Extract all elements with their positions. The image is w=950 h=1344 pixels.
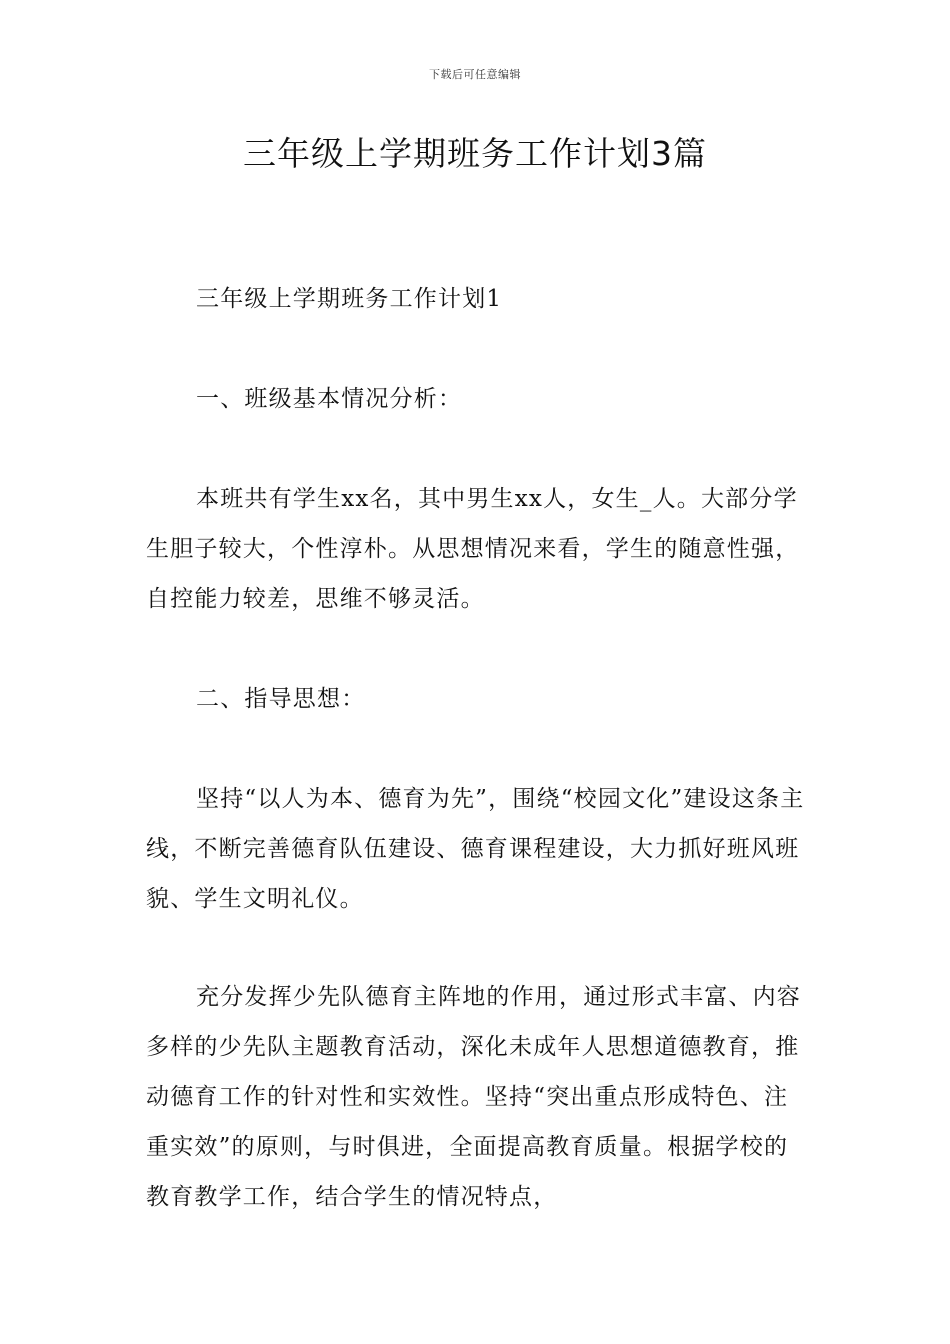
section-heading-2: 二、指导思想： [196, 686, 366, 712]
paragraph-1: 本班共有学生xx名，其中男生xx人，女生_人。大部分学生胆子较大，个性淳朴。从思想情况来看，学生的随意性强，自控能力较差，思维不够灵活。 [146, 486, 800, 612]
document-title: 三年级上学期班务工作计划3篇 [243, 134, 707, 173]
section-heading-1: 一、班级基本情况分析： [196, 386, 463, 412]
paragraph-3: 充分发挥少先队德育主阵地的作用，通过形式丰富、内容多样的少先队主题教育活动，深化未成年人思想道德教育，推动德育工作的针对性和实效性。坚持“突出重点形成特色、注重实效”的原则，与时俱进，全面提高教育质量。根据学校的教育教学工作，结合学生的情况特点， [146, 984, 801, 1210]
plan-heading: 三年级上学期班务工作计划1 [196, 286, 503, 312]
paragraph-2: 坚持“以人为本、德育为先”，围绕“校园文化”建设这条主线，不断完善德育队伍建设、德育课程建设，大力抓好班风班貌、学生文明礼仪。 [146, 786, 805, 912]
header-note: 下载后可任意编辑 [429, 68, 521, 81]
